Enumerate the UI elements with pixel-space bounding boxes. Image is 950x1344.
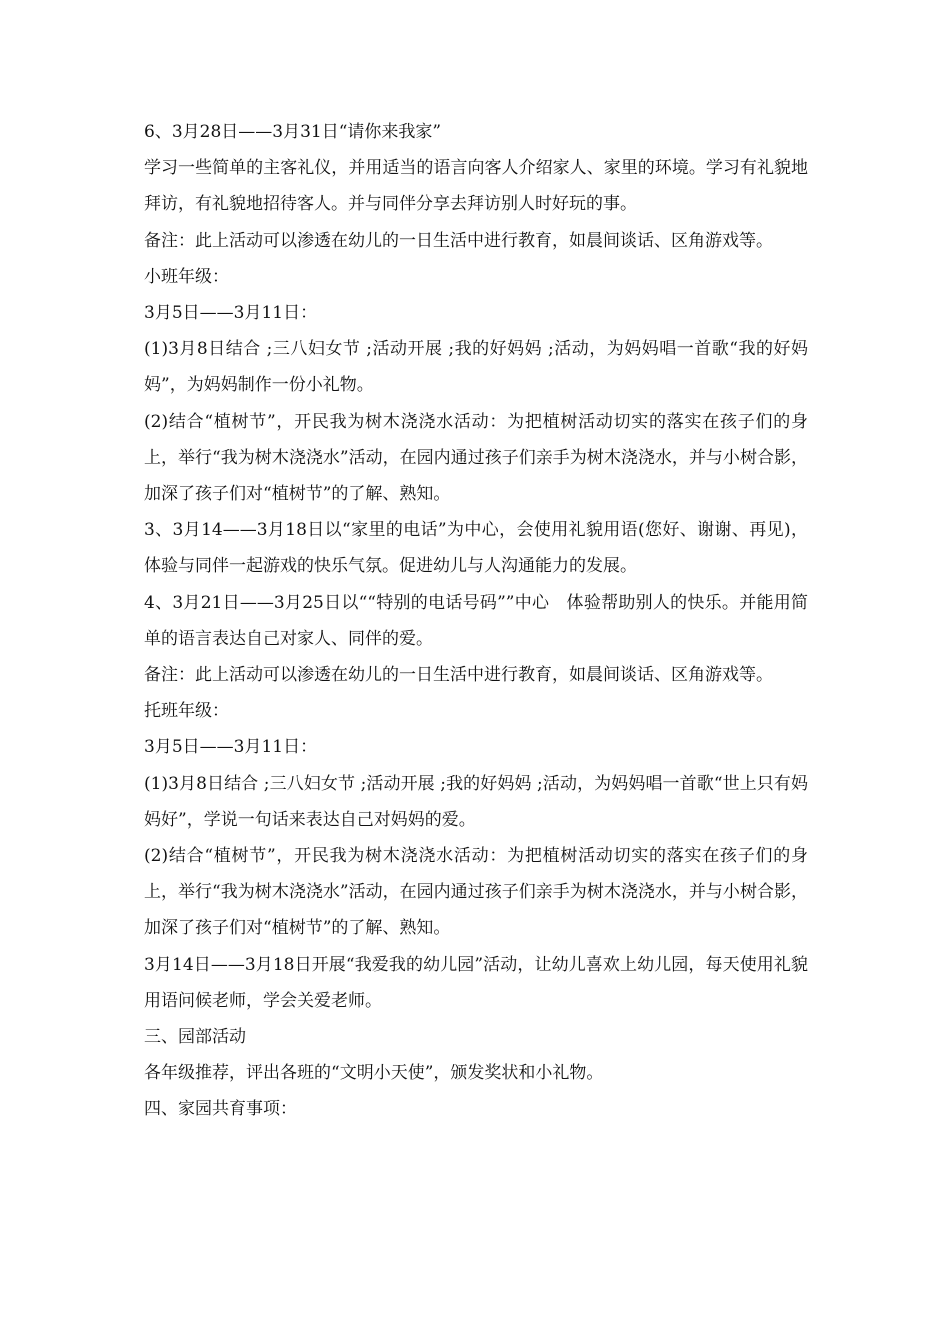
list-item-special-number: 4、3月21日——3月25日以““特别的电话号码””中心 体验帮助别人的快乐。并能用简单的语言表达自己对家人、同伴的爱。 [144, 592, 808, 649]
date-range-heading: 3月5日——3月11日： [144, 303, 318, 324]
list-item-arbor-day: (2)结合“植树节”，开民我为树木浇浇水活动：为把植树活动切实的落实在孩子们的身上，举行“我为树木浇浇水”活动，在园内通过孩子们亲手为树木浇浇水，并与小树合影，加深了孩子们对“植树节”的了解、熟知。 [144, 411, 808, 505]
paragraph-host-etiquette: 学习一些简单的主客礼仪，并用适当的语言向客人介绍家人、家里的环境。学习有礼貌地拜访，有礼貌地招待客人。并与同伴分享去拜访别人时好玩的事。 [144, 158, 808, 215]
paragraph-note: 备注：此上活动可以渗透在幼儿的一日生活中进行教育，如晨间谈话、区角游戏等。 [144, 230, 773, 251]
heading-nursery-class: 托班年级： [144, 701, 229, 722]
section-heading-home-school: 四、家园共育事项： [144, 1099, 297, 1120]
list-item-home-phone: 3、3月14——3月18日以“家里的电话”为中心，会使用礼貌用语(您好、谢谢、再见)，体验与同伴一起游戏的快乐气氛。促进幼儿与人沟通能力的发展。 [144, 520, 808, 577]
paragraph-civility-angel: 各年级推荐，评出各班的“文明小天使”，颁发奖状和小礼物。 [144, 1063, 604, 1084]
section-heading-garden-activities: 三、园部活动 [144, 1027, 246, 1048]
list-item-womens-day: (1)3月8日结合 ;三八妇女节 ;活动开展 ;我的好妈妈 ;活动，为妈妈唱一首歌“我的好妈妈”，为妈妈制作一份小礼物。 [144, 339, 808, 396]
list-item-arbor-day: (2)结合“植树节”，开民我为树木浇浇水活动：为把植树活动切实的落实在孩子们的身上，举行“我为树木浇浇水”活动，在园内通过孩子们亲手为树木浇浇水，并与小树合影，加深了孩子们对“植树节”的了解、熟知。 [144, 846, 808, 939]
date-range-heading: 3月5日——3月11日： [144, 737, 318, 758]
document-page [144, 114, 808, 1128]
section-heading-visit-home: 6、3月28日——3月31日“请你来我家” [144, 122, 442, 142]
paragraph-note: 备注：此上活动可以渗透在幼儿的一日生活中进行教育，如晨间谈话、区角游戏等。 [144, 665, 773, 686]
paragraph-kindergarten-love: 3月14日——3月18日开展“我爱我的幼儿园”活动，让幼儿喜欢上幼儿园，每天使用礼貌用语问候老师，学会关爱老师。 [144, 954, 808, 1011]
heading-small-class: 小班年级： [144, 266, 229, 287]
list-item-womens-day: (1)3月8日结合 ;三八妇女节 ;活动开展 ;我的好妈妈 ;活动，为妈妈唱一首歌“世上只有妈妈好”，学说一句话来表达自己对妈妈的爱。 [144, 773, 808, 830]
